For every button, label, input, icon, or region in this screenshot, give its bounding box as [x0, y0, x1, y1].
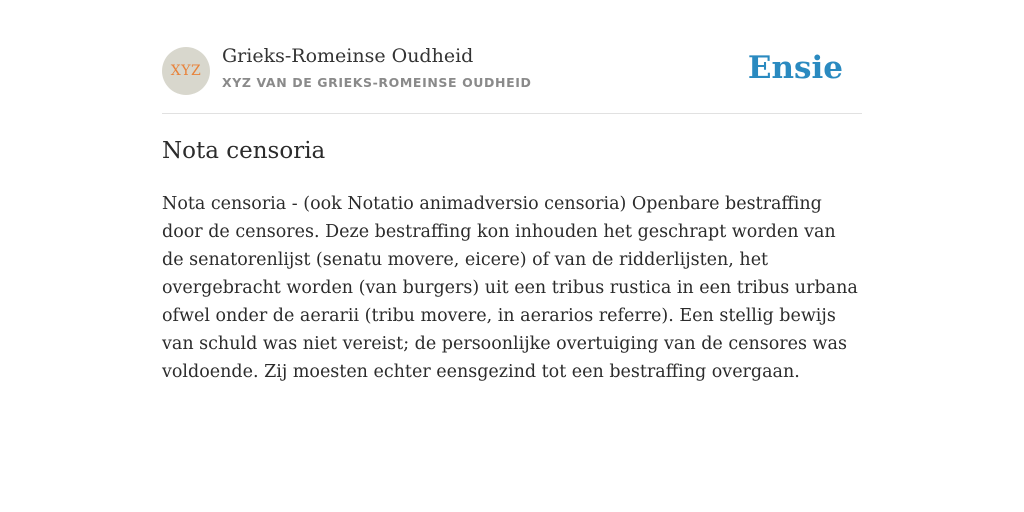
- source-header: [162, 0, 862, 114]
- source-subtitle: XYZ VAN DE GRIEKS-ROMEINSE OUDHEID: [222, 75, 532, 90]
- avatar-text: XYZ: [170, 63, 202, 79]
- entry-card: [162, 0, 862, 512]
- source-avatar[interactable]: [162, 47, 210, 95]
- source-title[interactable]: Grieks-Romeinse Oudheid: [222, 45, 474, 67]
- brand-logo[interactable]: Ensie: [747, 50, 843, 86]
- entry-body: Nota censoria - (ook Notatio animadversio censoria) Openbare bestraffing door de censores. Deze bestraffing kon inhouden het geschrapt worden van de senatorenlijst (senatu movere, eicere) of van de ridderlijsten, het overgebracht worden (van burgers) uit een tribus rustica in een tribus urbana ofwel onder de aerarii (tribu movere, in aerarios referre). Een stellig bewijs van schuld was niet vereist; de persoonlijke overtuiging van de censores was voldoende. Zij moesten echter eensgezind tot een bestraffing overgaan.: [162, 194, 858, 382]
- entry-title: Nota censoria: [162, 138, 326, 164]
